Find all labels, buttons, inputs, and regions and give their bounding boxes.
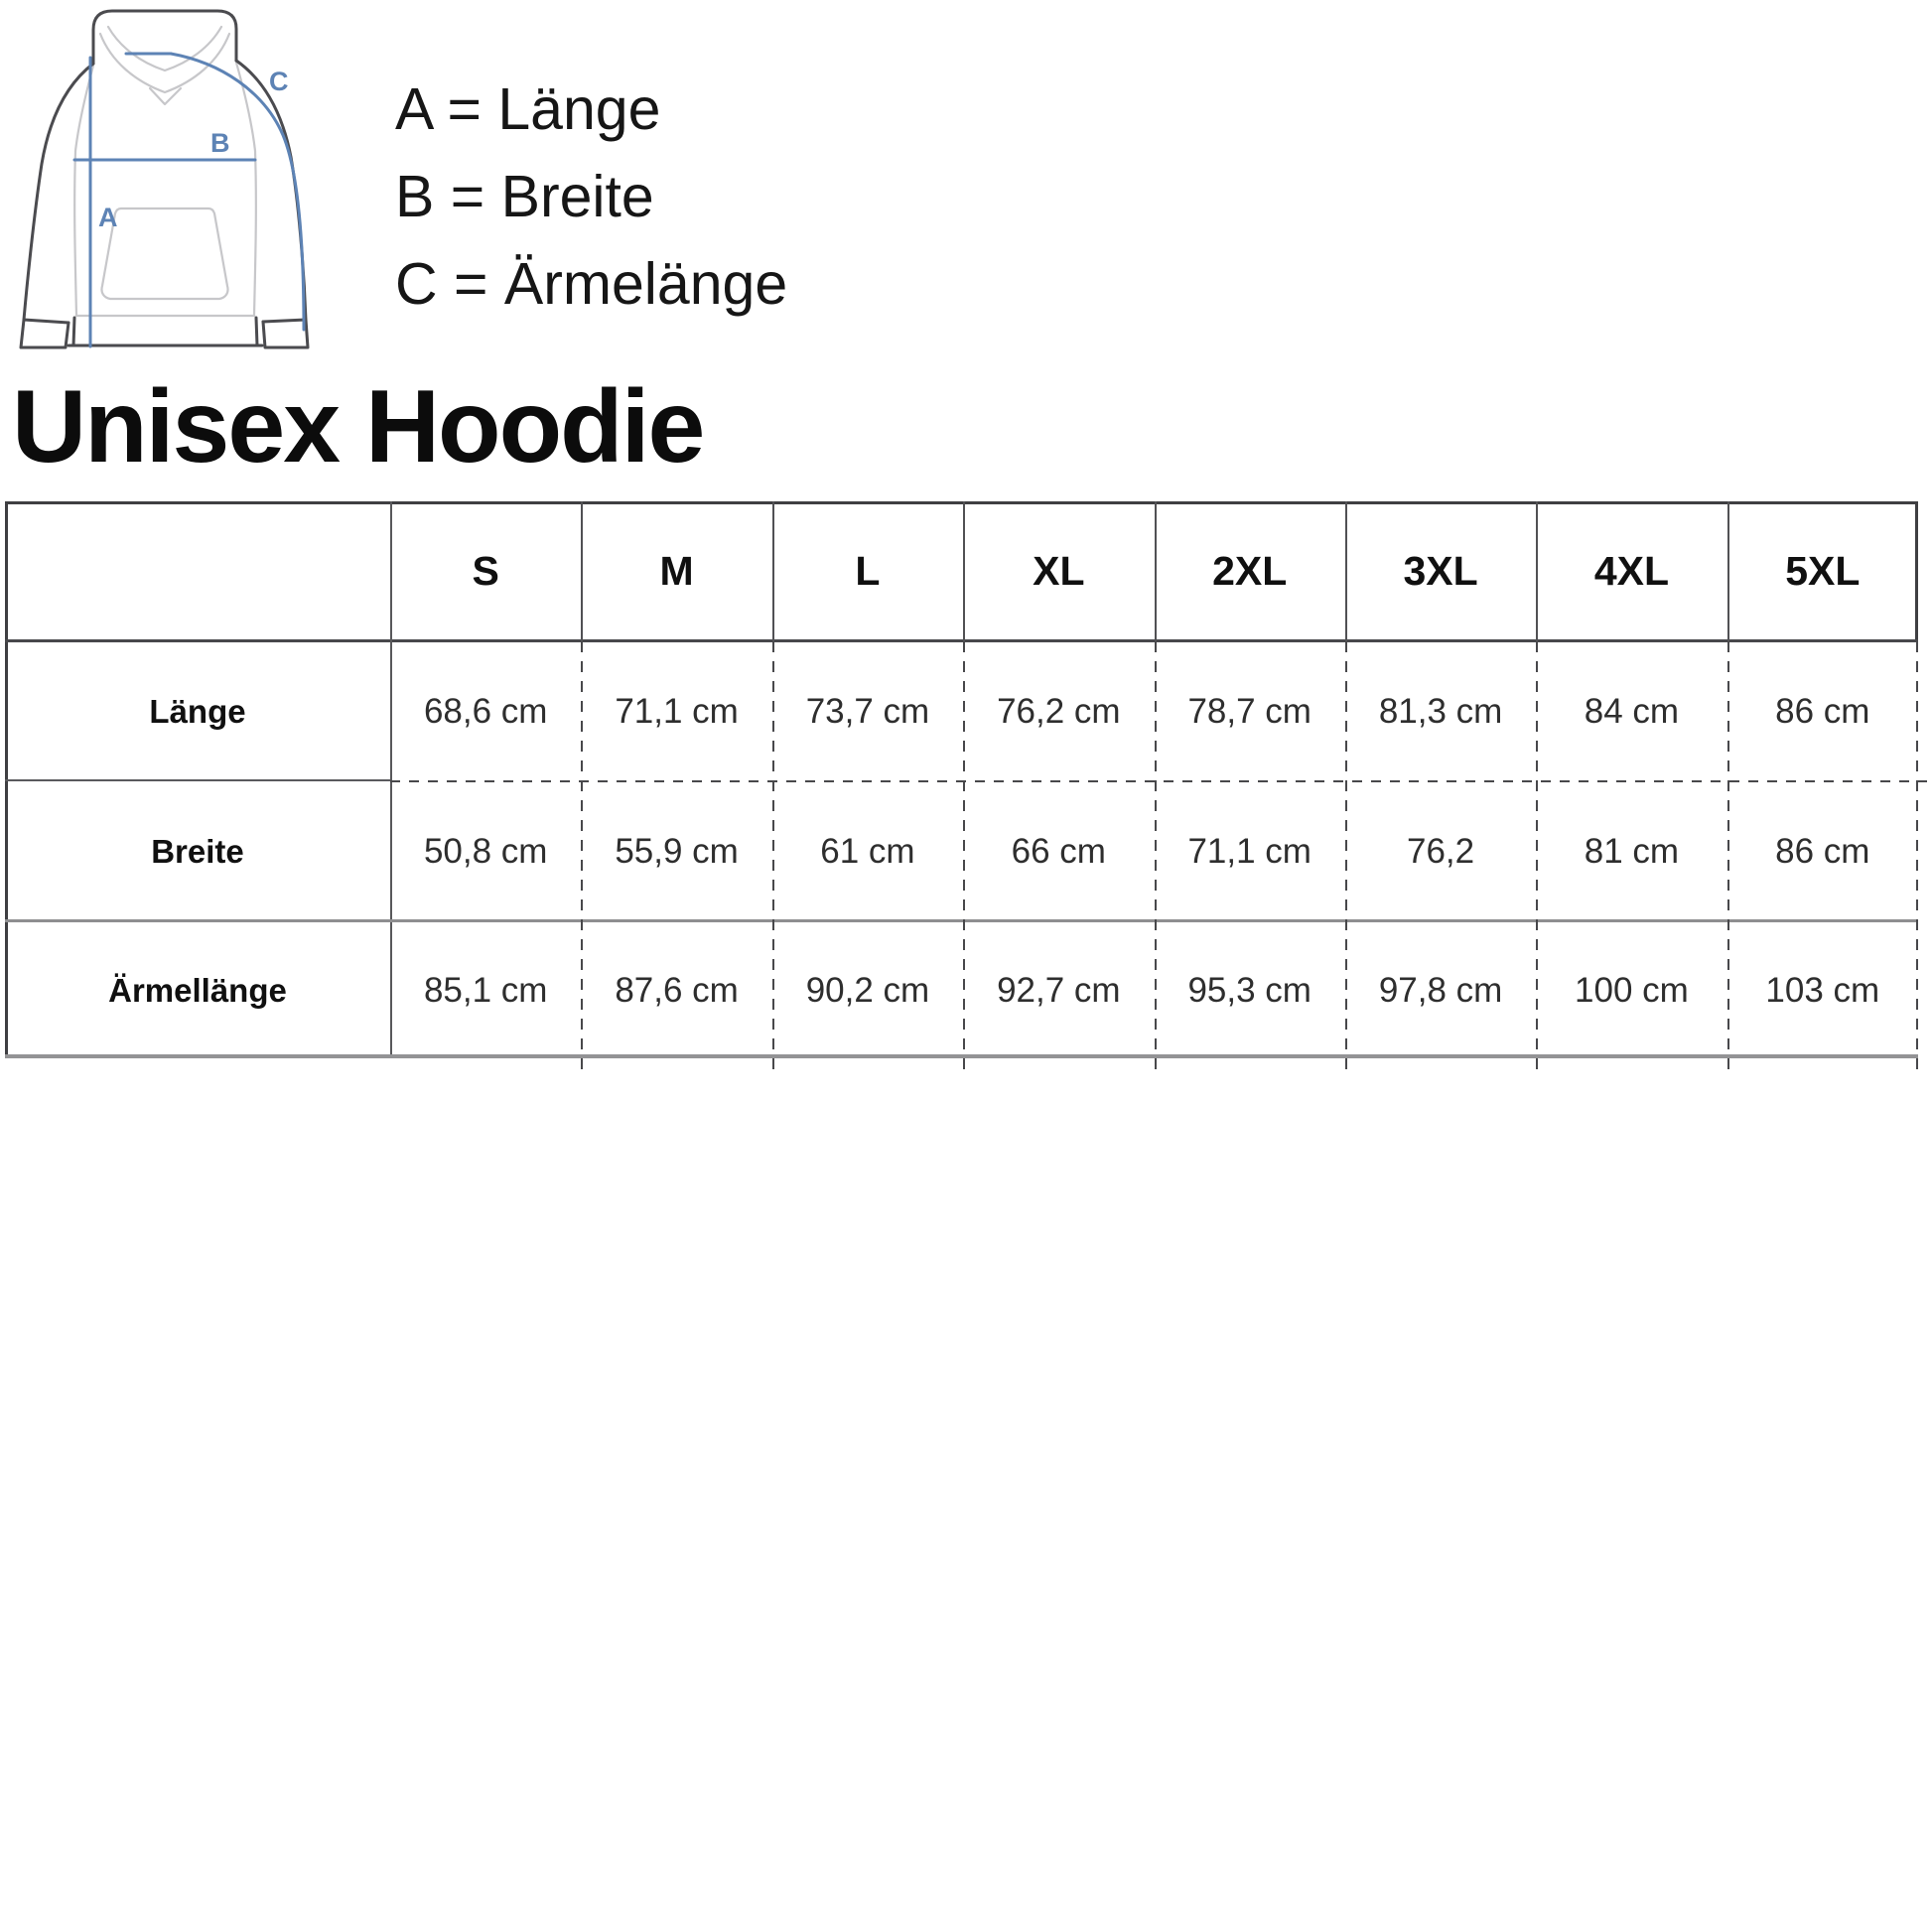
measurement-cell: 55,9 cm bbox=[615, 831, 739, 871]
measurement-cell: 66 cm bbox=[1011, 831, 1106, 871]
size-column-header-5xl: 5XL bbox=[1785, 548, 1861, 594]
table-corner-cell bbox=[5, 501, 390, 641]
size-column-header-xl: XL bbox=[1033, 548, 1085, 594]
legend-item-b: B = Breite bbox=[395, 164, 654, 229]
measurement-cell: 71,1 cm bbox=[615, 691, 739, 731]
measurement-cell: 61 cm bbox=[820, 831, 915, 871]
size-column-header-3xl: 3XL bbox=[1403, 548, 1478, 594]
size-column-header-s: S bbox=[472, 548, 499, 594]
measurement-cell: 97,8 cm bbox=[1378, 970, 1503, 1010]
measurement-cell: 50,8 cm bbox=[423, 831, 548, 871]
measurement-cell: 84 cm bbox=[1584, 691, 1680, 731]
measurement-cell: 81,3 cm bbox=[1378, 691, 1503, 731]
measurement-cell: 100 cm bbox=[1575, 970, 1689, 1010]
marker-c-label: C bbox=[269, 67, 289, 96]
measurement-cell: 81 cm bbox=[1584, 831, 1680, 871]
size-column-header-l: L bbox=[855, 548, 881, 594]
page-title: Unisex Hoodie bbox=[12, 369, 704, 484]
row-label: Länge bbox=[149, 692, 246, 730]
measurement-cell: 86 cm bbox=[1775, 831, 1870, 871]
row-label: Ärmellänge bbox=[108, 971, 287, 1009]
marker-a-label: A bbox=[98, 203, 118, 232]
measurement-cell: 85,1 cm bbox=[423, 970, 548, 1010]
measurement-cell: 103 cm bbox=[1765, 970, 1880, 1010]
size-column-header-2xl: 2XL bbox=[1212, 548, 1288, 594]
measurement-cell: 90,2 cm bbox=[805, 970, 930, 1010]
measurement-cell: 87,6 cm bbox=[615, 970, 739, 1010]
measurement-cell: 92,7 cm bbox=[997, 970, 1121, 1010]
hoodie-diagram bbox=[8, 0, 336, 355]
hoodie-outline-icon bbox=[8, 0, 336, 355]
marker-b-label: B bbox=[210, 128, 230, 158]
legend-item-a: A = Länge bbox=[395, 76, 661, 142]
measurement-cell: 95,3 cm bbox=[1187, 970, 1311, 1010]
measurement-cell: 68,6 cm bbox=[423, 691, 548, 731]
measurement-cell: 76,2 cm bbox=[997, 691, 1121, 731]
measurement-cell: 73,7 cm bbox=[805, 691, 930, 731]
measurement-cell: 76,2 bbox=[1407, 831, 1475, 871]
measurement-cell: 78,7 cm bbox=[1187, 691, 1311, 731]
legend-item-c: C = Ärmelänge bbox=[395, 251, 788, 317]
size-column-header-4xl: 4XL bbox=[1593, 548, 1670, 594]
measurement-cell: 71,1 cm bbox=[1187, 831, 1311, 871]
measurement-cell: 86 cm bbox=[1775, 691, 1870, 731]
measurement-legend bbox=[395, 66, 787, 328]
size-table bbox=[5, 501, 1918, 1059]
size-column-header-m: M bbox=[659, 548, 694, 594]
row-label: Breite bbox=[151, 832, 244, 870]
